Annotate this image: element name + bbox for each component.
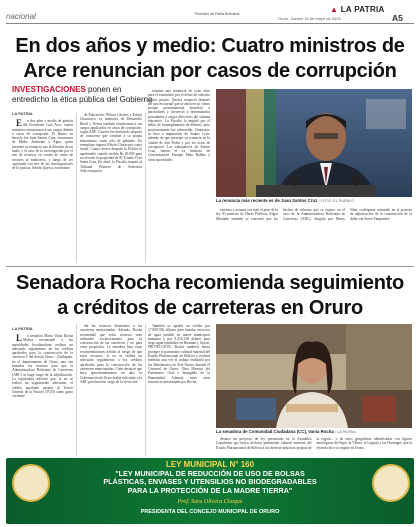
article2-col3-text: También se aprobó un crédito por 17.839.356 dólares para instalar servicios de agua potable en nueve municipios humanos y por 8.216.318 dólares para riego agua residuales en Huanuni y Sayari. PROTECCIÓN. Rocha también busca proteger el patrimonio cultural material del Estado Plurinacional de Bolivia y realizar medidas una vez el trabajo realizado por los Mandatarios en Arte Nativo durante el Carnaval de Oruro, Obra Maestra del Patrimonio Oral e Intangible de la Humanidad. Además, entre otras iniciativas presentadas por Rocha, <box>148 324 210 384</box>
article2-photo <box>216 324 412 428</box>
article2-photo-caption <box>216 429 412 434</box>
section-label: nacional <box>6 12 36 21</box>
header-slogan-text: Periódico de Patria Boliviana <box>194 12 240 16</box>
article1-title-line2: Arce renuncian por casos de corrupción <box>23 60 397 82</box>
article1-col1-text: En dos años y medio de gestión del Presidente Luis Arce, cuatro ministros renunciaron a sus cargos debido a casos de corrupción. El último en hacerlo fue Juan Santos Cruz, exministro de Medio Ambiente y Agua, quien presentó su renuncia tras la difusión de un audio y el caso de la investigación por el uso de recursos en contra de carne de sectores al ministerio, y luego de ser capturado con tres de las investigaciones de la justicia. Adrián Quelca, exministro <box>12 119 73 171</box>
brand-logo <box>330 5 385 14</box>
article1-col1 <box>12 119 73 262</box>
article2-col3 <box>148 324 210 456</box>
article1-col3 <box>148 89 210 262</box>
ad-signer-title: PRESIDENTA DEL CONCEJO MUNICIPAL DE ORURO <box>140 509 280 515</box>
ad-right-emblem <box>372 464 410 502</box>
senator-photo-illustration <box>216 324 412 428</box>
article1-title <box>6 34 414 84</box>
article1-caption-text: La renuncia más reciente es de Juan Santos Cruz <box>216 198 318 203</box>
article2-col2 <box>80 324 142 456</box>
header-slogan <box>182 8 252 16</box>
article2-title <box>6 271 414 321</box>
ad-line1: "LEY MUNICIPAL DE REDUCCIÓN DE USO DE BOLSAS <box>115 469 305 478</box>
article2-col4 <box>216 437 412 456</box>
article2-vrule2 <box>145 324 146 456</box>
article2-col2-text: dia las recursos destinados a las carreteras mencionadas. Además, Rocha recomendó que estos recursos sean utilizados exclusivamente para la construcción de las carreteras y no para otros propósitos. La senadora hizo estas recomendaciones debido al riesgo de que estos recursos, si no se realiza un adecuado seguimiento a los créditos aprobados para la construcción de las carreteras mencionadas. Cabe destacar que hace aproximadamente un año, la Gobernación de Oruro había solicitado a la ABC para hacerse cargo de la ejecución <box>80 324 142 384</box>
article1-vrule2 <box>145 113 146 263</box>
article1-vrule1 <box>76 113 77 263</box>
article1-photo <box>216 89 412 197</box>
article1-col3-text: tormino una sentencia de ocho años para el exministro por el delito de cohecho pasivo propio. Quelca renunció después del proceso penal que se abrió en su contra porque presuntamente benefició a particulares y favoreció a determinados postulantes a cargos directivos del sistema educativo. La Fiscalía lo imputó por el delito de incumplimiento de deberes, pero posteriormente fue sobreseído. Characayo se hizo a imputación de Santos Cruz, además de que presentó su renuncia en la ciudad de San Pedro y por los actos de corrupción. Los trabajadores de Santos Cruz, fueron el ex ministro de Comunicación Enrique Pinto Balbas y otras autoridades <box>148 89 210 162</box>
article1-col2-text: de Educación; Wilson Cáceres y Edwin Characayo, ex ministros de Desarrollo Rural y Tierras también renunciaron a sus cargos implicados en casos de corrupción, según ANF. Cáceres fue destituido después de conocerse que contrató a su propia exmanuario como jefa de gabinete. En reemplazo ingresó Edwin Characayo como titular. Cuatro meses después la Policía lo aprehendió cuando recibía Bs 20.000 para no revertir la propiedad de El Triunfo II en Santa Cruz. En abril, la Fiscalía imputó al Tribunal Primero de Sentencia Anticorrupción <box>80 113 142 173</box>
article1-col4-text: extremo y actuará con todo el peso de la ley. El ministro de Obras Públicas, Edgar Montaño también se convirtió por los hechos de soborno que se expuso en el caso de la Administradora Boliviana de Carreteras (ABC), dirigida por Henry Nina, exdirigente arrestado en el proceso de adjudicación de la construcción de la doble vía Sucre-Yamparáez <box>216 208 412 221</box>
article2-col1-text: La senadora María Vania Rocha Muñoz recomendó a las autoridades fiscalizadoras realizar un adecuado seguimiento de los créditos aprobados para la construcción de la carretera Y del desvío Oruro - Challapata, en el departamento de Oruro, una vez tomados los recursos para que la Administradora Boliviana de Carreteras (ABC) se haga cargo de la adjudicación. La legisladora advirtió que, si no se realiza un seguimiento adecuado, el crédito aprobado pasaría al Tesoro General de la Nación (TGN) como gasto corriente <box>12 334 73 399</box>
article1-title-line1: En dos años y medio: Cuatro ministros de <box>15 35 405 57</box>
article2-byline: LA PATRIA <box>12 326 33 331</box>
ad-law-title: LEY MUNICIPAL N° 160 <box>165 460 255 469</box>
article1-col2 <box>80 113 142 262</box>
ad-banner <box>6 458 414 524</box>
article1-kicker: INVESTIGACIONES <box>12 85 86 94</box>
ad-left-emblem <box>12 464 50 502</box>
minister-photo-illustration <box>216 89 412 197</box>
article2-title-line1: Senadora Rocha recomienda seguimiento <box>16 272 404 294</box>
article1-col4 <box>216 208 412 262</box>
article2-col4-text: destaca un proyecto de ley presentado en la Asamblea Legislativa que busca declarar patrimonio cultural material del Estado Plurinacional de Bolivia a las diversas prácticas propias de la región... y de otros geográficas identificadas con figuras mitológicas del Sapo, la Víbora, el Lagarto y las Hormigas, que la leyenda dice se originó en Oruro. <box>216 437 412 450</box>
article-separator <box>6 266 414 267</box>
brand-logo-mark: ▲ <box>330 5 339 14</box>
header-date: Oruro, Jueves 15 de mayo de 2025 <box>278 16 341 21</box>
ad-signer: Prof. Sara Olivera Choque <box>177 499 243 505</box>
article2-caption-text: La senadora de Comunidad Ciudadana (CC), Vania Rocha <box>216 429 334 434</box>
article1-caption-credit: / FOTO: EL PUEBLO <box>318 199 355 203</box>
ad-body <box>58 470 362 495</box>
ad-line3: PARA LA PROTECCIÓN DE LA MADRE TIERRA" <box>127 485 293 495</box>
article2-vrule1 <box>76 324 77 456</box>
article1-subtitle-b: entredicho la ética pública del Gobierno <box>12 95 153 104</box>
article1-subtitle-a: ponen en <box>88 85 122 94</box>
ad-line2: PLÁSTICAS, ENVASES Y UTENSILIOS NO BIODEGRADABLES <box>103 477 317 487</box>
article1-photo-caption <box>216 198 412 203</box>
article1-byline: LA PATRIA <box>12 111 33 116</box>
brand-logo-text: LA PATRIA <box>340 5 385 14</box>
page-number: A5 <box>392 13 403 23</box>
article2-title-line2: a créditos de carreteras en Oruro <box>57 297 363 319</box>
article2-caption-credit: / LA PATRIA <box>334 430 356 434</box>
header-rule <box>6 23 414 24</box>
article2-col1 <box>12 334 73 456</box>
